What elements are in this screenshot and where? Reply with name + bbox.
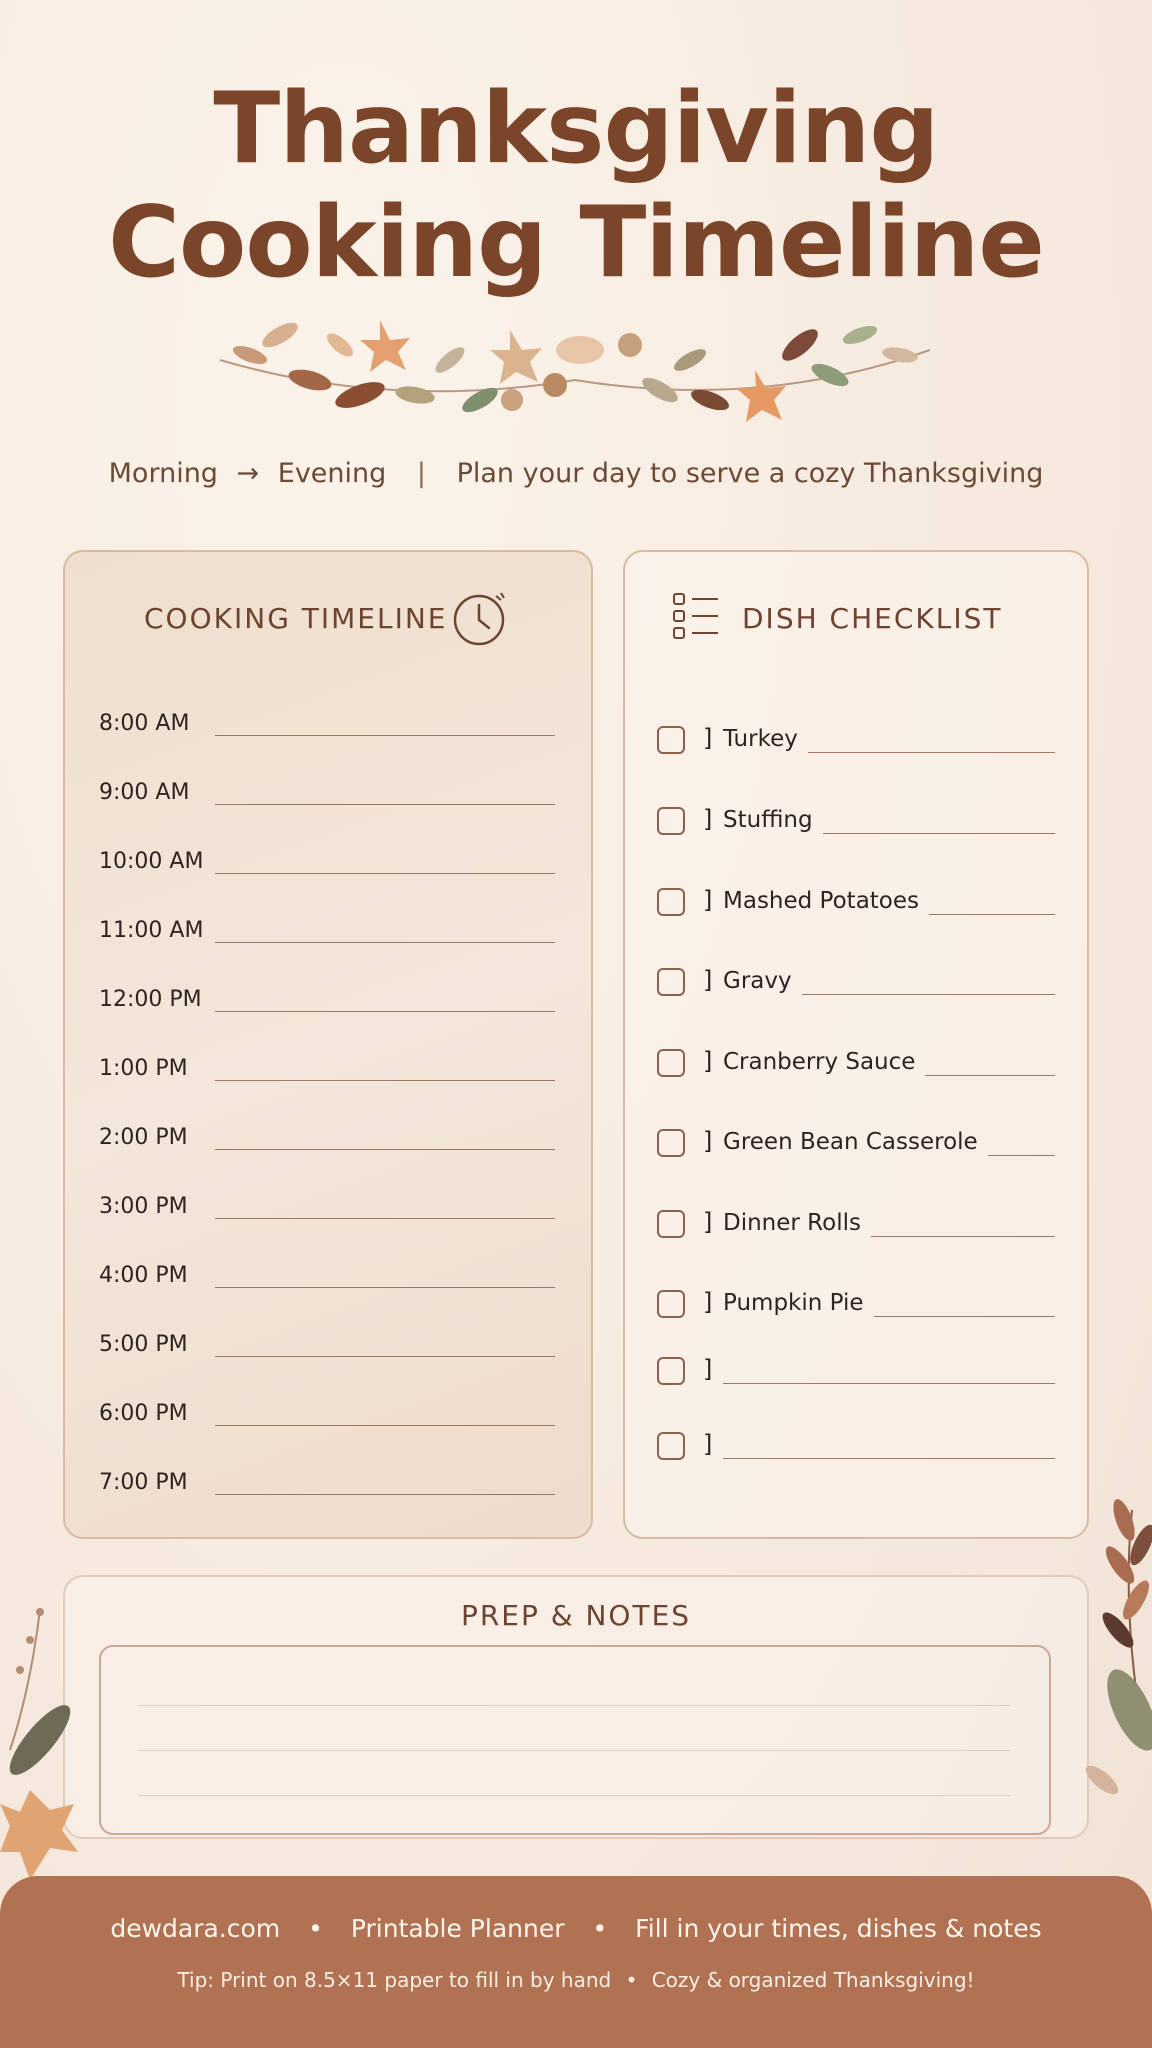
footer [0,1876,1152,2048]
dish-checkbox[interactable] [657,726,685,754]
timeline-row [65,774,591,814]
dish-name: Mashed Potatoes [723,888,920,914]
footer-site-link[interactable]: dewdara.com [110,1914,281,1943]
title-line-2: Cooking Timeline [108,186,1044,300]
dish-entry-line[interactable] [802,994,1055,995]
checklist-bracket: ] [703,724,713,752]
footer-tip: Tip: Print on 8.5×11 paper to fill in by hand [177,1968,612,1992]
timeline-time-label: 12:00 PM [99,987,202,1012]
checklist-bracket: ] [703,1047,713,1075]
checklist-item [625,805,1087,845]
dish-checkbox[interactable] [657,1210,685,1238]
dish-entry-line[interactable] [808,752,1055,753]
timeline-time-label: 2:00 PM [99,1125,188,1150]
title-line-1: Thanksgiving [213,72,939,186]
dish-name: Dinner Rolls [723,1210,861,1236]
timeline-entry-line[interactable] [215,735,555,736]
checklist-bracket: ] [703,805,713,833]
timeline-row [65,1326,591,1366]
timeline-entry-line[interactable] [215,873,555,874]
dish-checkbox[interactable] [657,1432,685,1460]
footer-tip-cozy: Cozy & organized Thanksgiving! [651,1968,975,1992]
dish-name: Pumpkin Pie [723,1290,864,1316]
checklist-bracket: ] [703,966,713,994]
checklist-item [625,724,1087,764]
dish-checklist-heading: DISH CHECKLIST [742,602,1003,635]
notes-line [139,1795,1011,1796]
dish-entry-line[interactable] [929,914,1055,915]
timeline-time-label: 10:00 AM [99,849,204,874]
timeline-row [65,1464,591,1504]
timeline-row [65,843,591,883]
timeline-entry-line[interactable] [215,1218,555,1219]
subtitle-from: Morning [108,458,218,489]
subtitle [0,458,1152,489]
prep-notes-panel [63,1575,1089,1839]
footer-main-line [0,1914,1152,1943]
decorative-leaves-left-icon [0,1590,90,1890]
dish-name: Cranberry Sauce [723,1049,916,1075]
timeline-entry-line[interactable] [215,942,555,943]
dish-checkbox[interactable] [657,1357,685,1385]
cooking-timeline-panel [63,550,593,1539]
dish-entry-line[interactable] [874,1316,1055,1317]
checklist-item [625,1430,1087,1470]
dish-checkbox[interactable] [657,1129,685,1157]
timeline-row [65,1119,591,1159]
autumn-leaves-garland-icon [210,300,940,440]
dish-checkbox[interactable] [657,888,685,916]
checklist-item [625,1208,1087,1248]
timeline-entry-line[interactable] [215,1080,555,1081]
timeline-time-label: 5:00 PM [99,1332,188,1357]
timeline-row [65,1050,591,1090]
footer-tip-line [0,1968,1152,1992]
dish-name: Stuffing [723,807,813,833]
checklist-bracket: ] [703,1430,713,1458]
timeline-time-label: 11:00 AM [99,918,204,943]
timeline-time-label: 4:00 PM [99,1263,188,1288]
footer-bullet: • [592,1914,608,1943]
dish-entry-line[interactable] [723,1383,1055,1384]
footer-bullet: • [625,1968,638,1992]
arrow-icon: → [236,458,260,489]
footer-item-fill: Fill in your times, dishes & notes [635,1914,1042,1943]
timeline-entry-line[interactable] [215,1494,555,1495]
cooking-timeline-heading: COOKING TIMELINE [144,602,448,635]
notes-writing-area[interactable] [99,1645,1051,1835]
decorative-leaves-right-icon [1062,1490,1152,1830]
timeline-row [65,705,591,745]
dish-checkbox[interactable] [657,807,685,835]
footer-item-planner: Printable Planner [350,1914,565,1943]
checklist-bracket: ] [703,1127,713,1155]
footer-bullet: • [308,1914,323,1943]
checklist-item [625,1127,1087,1167]
dish-checklist-panel [623,550,1089,1539]
checklist-item [625,1288,1087,1328]
checklist-bracket: ] [703,1208,713,1236]
subtitle-text: Plan your day to serve a cozy Thanksgiving [456,458,1044,489]
notes-line [139,1705,1011,1706]
timeline-time-label: 8:00 AM [99,711,190,736]
dish-entry-line[interactable] [723,1458,1055,1459]
dish-name: Gravy [723,968,792,994]
dish-entry-line[interactable] [823,833,1055,834]
dish-entry-line[interactable] [988,1155,1055,1156]
dish-checkbox[interactable] [657,968,685,996]
dish-checkbox[interactable] [657,1290,685,1318]
checklist-bracket: ] [703,1355,713,1383]
timeline-time-label: 7:00 PM [99,1470,188,1495]
checklist-item [625,1047,1087,1087]
timeline-row [65,981,591,1021]
timeline-time-label: 6:00 PM [99,1401,188,1426]
dish-checkbox[interactable] [657,1049,685,1077]
timeline-entry-line[interactable] [215,1011,555,1012]
timeline-entry-line[interactable] [215,1149,555,1150]
dish-entry-line[interactable] [871,1236,1055,1237]
subtitle-to: Evening [277,458,387,489]
subtitle-divider: | [416,458,426,489]
timeline-entry-line[interactable] [215,1425,555,1426]
dish-entry-line[interactable] [925,1075,1055,1076]
dish-name: Turkey [723,726,798,752]
timeline-entry-line[interactable] [215,1287,555,1288]
timeline-row [65,1395,591,1435]
checklist-item [625,966,1087,1006]
checklist-bracket: ] [703,1288,713,1316]
dish-name: Green Bean Casserole [723,1129,978,1155]
checklist-item [625,1355,1087,1395]
page-title [0,72,1152,300]
checklist-bracket: ] [703,886,713,914]
timeline-row [65,912,591,952]
timeline-time-label: 3:00 PM [99,1194,188,1219]
clock-icon [452,590,510,648]
timeline-entry-line[interactable] [215,804,555,805]
checklist-item [625,886,1087,926]
timeline-time-label: 1:00 PM [99,1056,188,1081]
timeline-row [65,1188,591,1228]
timeline-time-label: 9:00 AM [99,780,190,805]
prep-notes-heading: PREP & NOTES [460,1599,692,1632]
list-icon [672,590,722,642]
timeline-row [65,1257,591,1297]
notes-line [139,1750,1011,1751]
timeline-entry-line[interactable] [215,1356,555,1357]
